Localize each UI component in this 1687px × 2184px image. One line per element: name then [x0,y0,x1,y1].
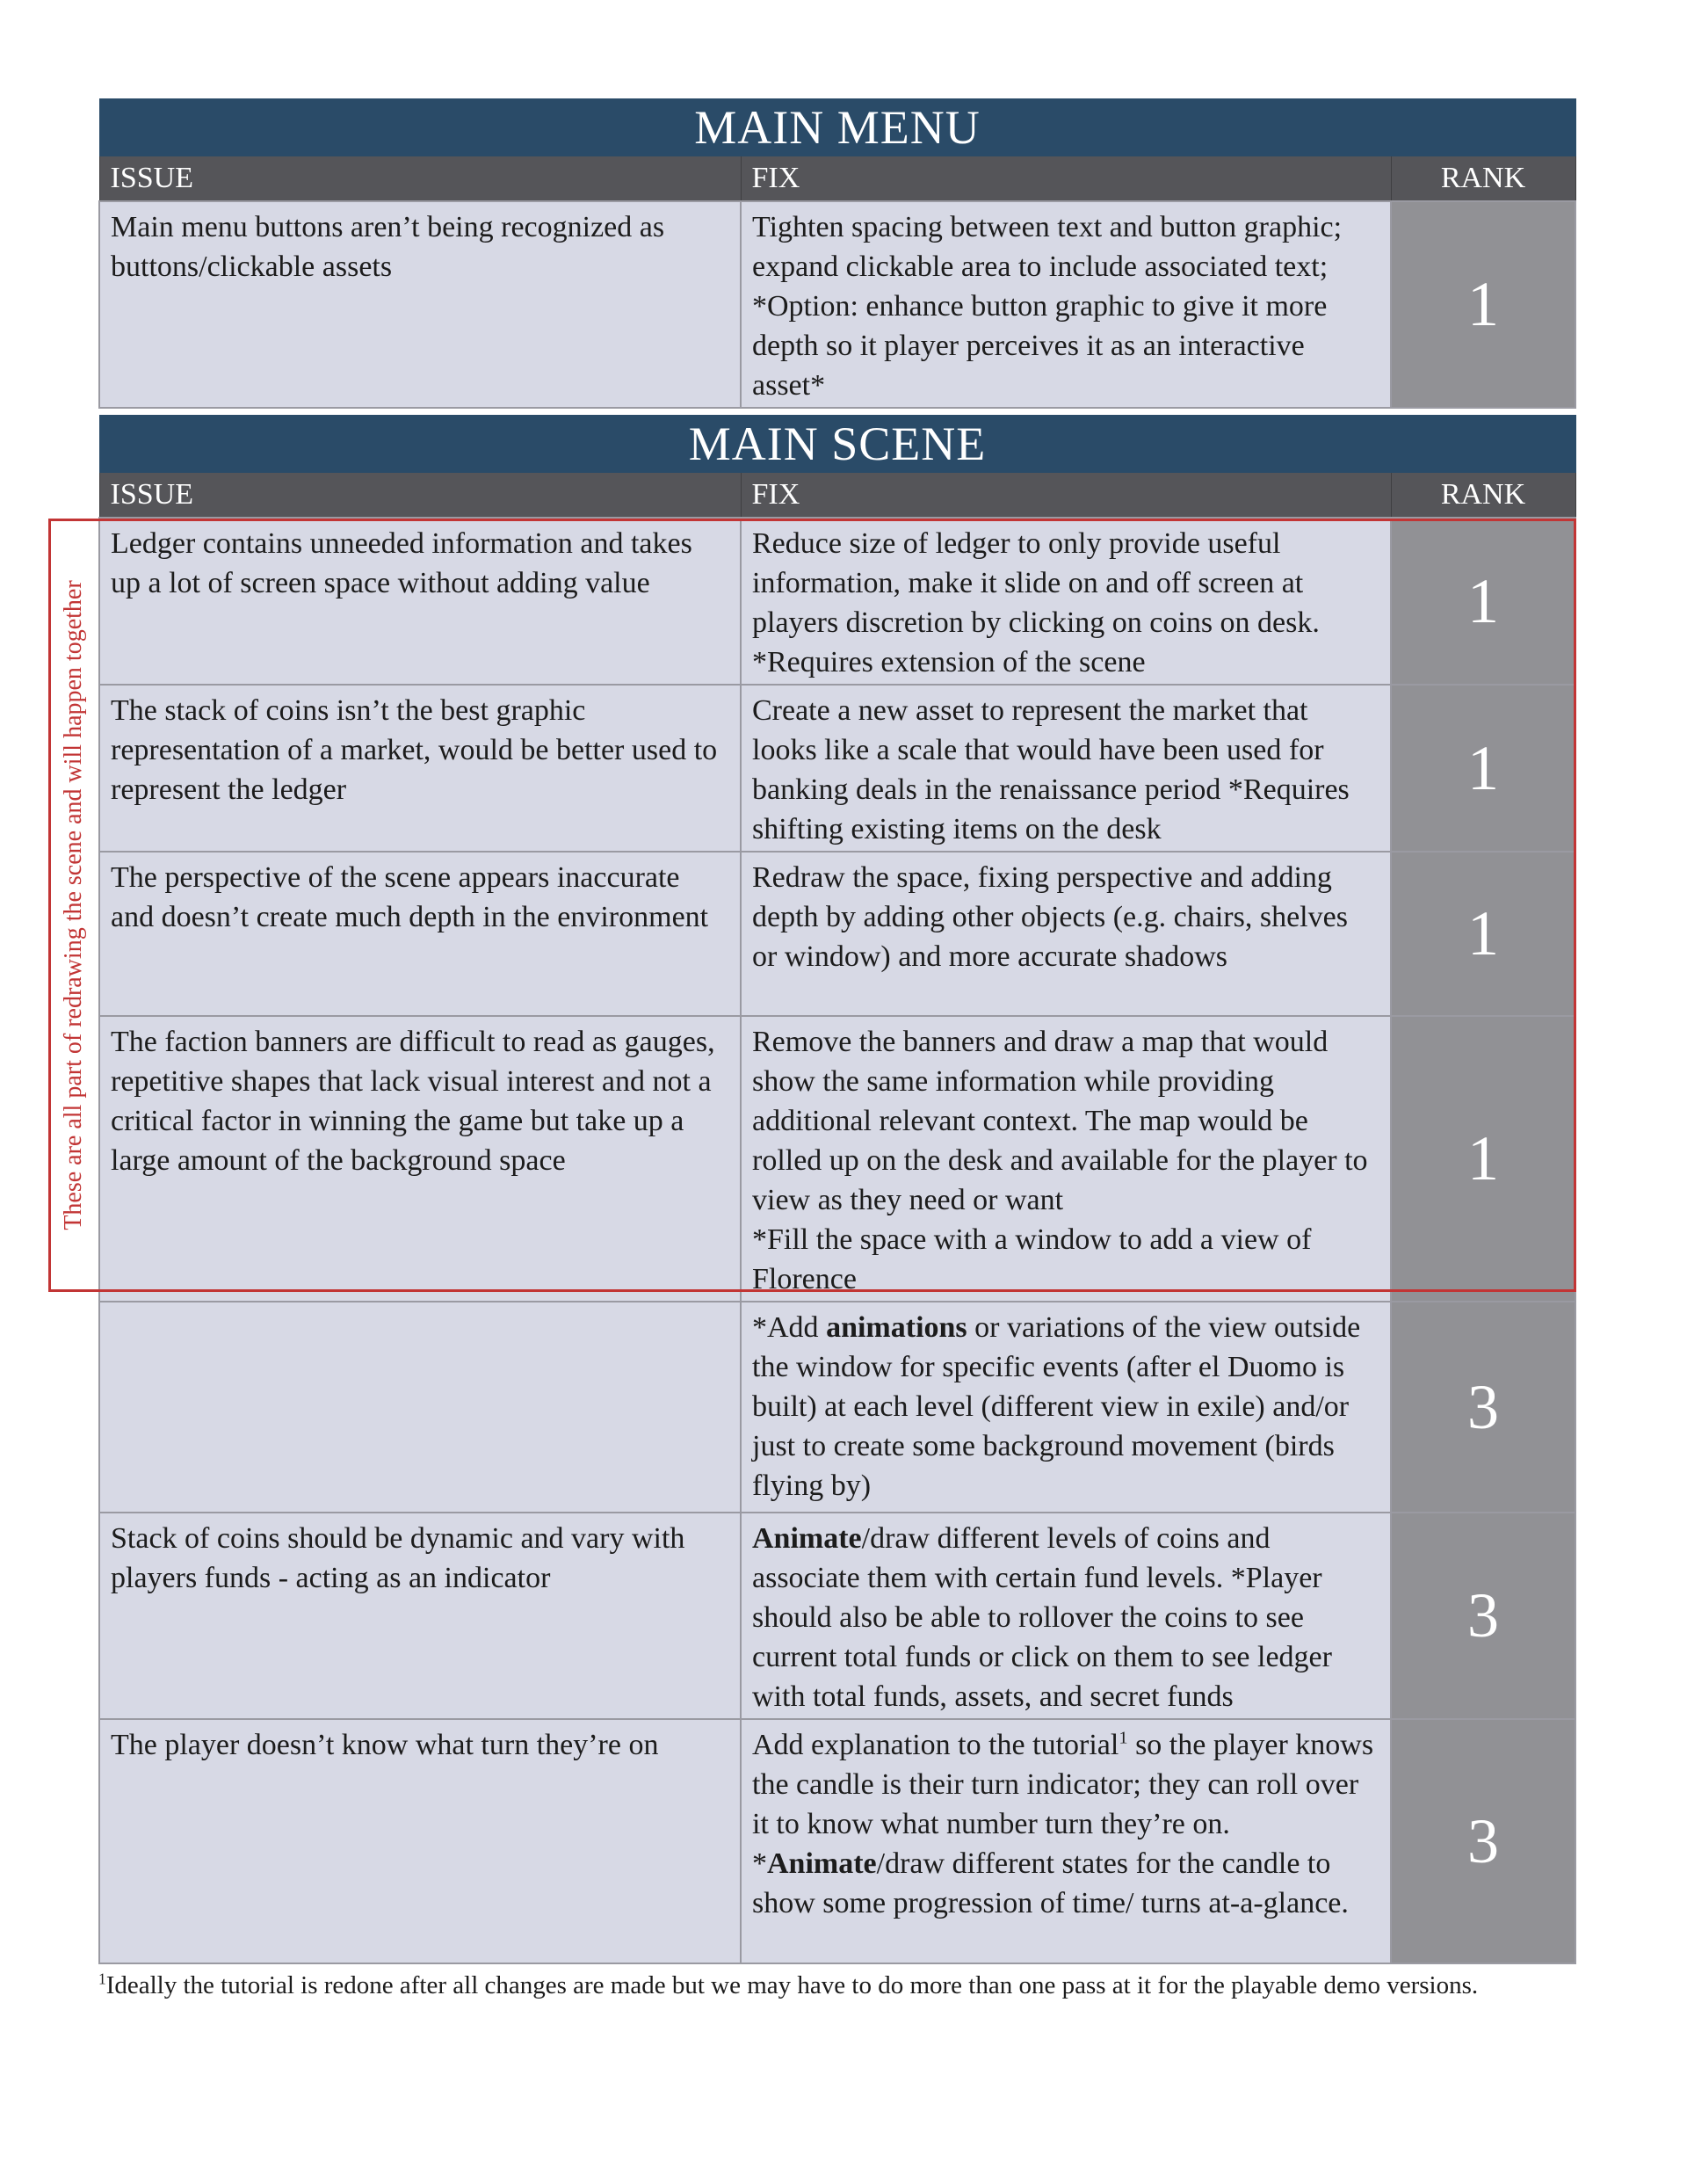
header-issue: ISSUE [99,473,741,519]
fix-cell: Redraw the space, fixing perspective and adding depth by adding other objects (e.g. chairs, shelves or window) and more accurate shadows [741,852,1391,1016]
rank-cell: 1 [1391,201,1575,408]
rank-cell: 1 [1391,685,1575,852]
fix-cell: Create a new asset to represent the market that looks like a scale that would have been used for banking deals in the renaissance period *Requires shifting existing items on the desk [741,685,1391,852]
fix-cell [741,1016,1391,1302]
issue-cell [99,1302,741,1513]
rank-cell: 1 [1391,852,1575,1016]
header-rank: RANK [1391,473,1575,519]
main-scene-table [98,415,1576,1964]
fix-text: Remove the banners and draw a map that would show the same information while providing additional relevant context. The map would be rolled up on the desk and available for the player to view as they need or want [752,1026,1368,1216]
header-fix: FIX [741,156,1391,202]
header-issue: ISSUE [99,156,741,202]
table-row [99,852,1575,1016]
footnote-ref: 1 [1119,1728,1128,1748]
main-menu-table [98,98,1576,409]
issue-cell: Ledger contains unneeded information and takes up a lot of screen space without adding value [99,518,741,685]
fix-note: *Fill the space with a window to add a view of Florence [752,1223,1312,1295]
fix-cell [741,1302,1391,1513]
section-title-main-scene: MAIN SCENE [99,416,1575,473]
rank-cell: 3 [1391,1513,1575,1719]
issue-cell: The stack of coins isn’t the best graphic representation of a market, would be better used to represent the ledger [99,685,741,852]
footnote-text: Ideally the tutorial is redone after all changes are made but we may have to do more than one pass at it for the playable demo versions. [105,1971,1479,1999]
fix-text: /draw different levels of coins and associate them with certain fund levels. *Player should also be able to rollover the coins to see current total funds or click on them to see ledger with total funds, assets, and secret funds [752,1522,1332,1713]
issue-cell: The faction banners are difficult to read as gauges, repetitive shapes that lack visual interest and not a critical factor in winning the game but take up a large amount of the background space [99,1016,741,1302]
issue-cell: Stack of coins should be dynamic and vary with players funds - acting as an indicator [99,1513,741,1719]
fix-bold-text: animations [826,1311,967,1344]
fix-text: Add explanation to the tutorial [752,1729,1119,1761]
table-row [99,518,1575,685]
table-row [99,1513,1575,1719]
table-row [99,1719,1575,1963]
fix-text: *Add [752,1311,827,1344]
header-rank: RANK [1391,156,1575,202]
table-row [99,1016,1575,1302]
fix-text: or variations of the view outside the window for specific events (after el Duomo is built) at each level (different view in exile) and/or just to create some background movement (birds flying by) [752,1311,1361,1502]
rank-cell: 3 [1391,1302,1575,1513]
issue-cell: The player doesn’t know what turn they’re on [99,1719,741,1963]
fix-text: /draw different states for the candle to show some progression of time/ turns at-a-glance. [752,1847,1349,1919]
table-row [99,1302,1575,1513]
footnote-marker: 1 [98,1970,106,1988]
fix-text: so the player knows the candle is their turn indicator; they can roll over it to know what number turn they’re on. * [752,1729,1374,1880]
fix-cell [741,1513,1391,1719]
table-row [99,685,1575,852]
fix-cell: Tighten spacing between text and button graphic; expand clickable area to include associated text; *Option: enhance button graphic to give it more depth so it player perceives it as an interactive asset* [741,201,1391,408]
fix-bold-text: Animate [767,1847,877,1880]
section-title-main-menu: MAIN MENU [99,99,1575,156]
side-note: These are all part of redrawing the scene and will happen together [60,580,87,1230]
issue-cell: The perspective of the scene appears inaccurate and doesn’t create much depth in the environment [99,852,741,1016]
fix-cell [741,1719,1391,1963]
fix-cell: Reduce size of ledger to only provide useful information, make it slide on and off screen at players discretion by clicking on coins on desk. *Requires extension of the scene [741,518,1391,685]
table-row [99,201,1575,408]
rank-cell: 3 [1391,1719,1575,1963]
rank-cell: 1 [1391,518,1575,685]
issue-cell: Main menu buttons aren’t being recognized as buttons/clickable assets [99,201,741,408]
fix-bold-text: Animate [752,1522,862,1555]
header-fix: FIX [741,473,1391,519]
rank-cell: 1 [1391,1016,1575,1302]
footnote [98,1971,1478,2000]
